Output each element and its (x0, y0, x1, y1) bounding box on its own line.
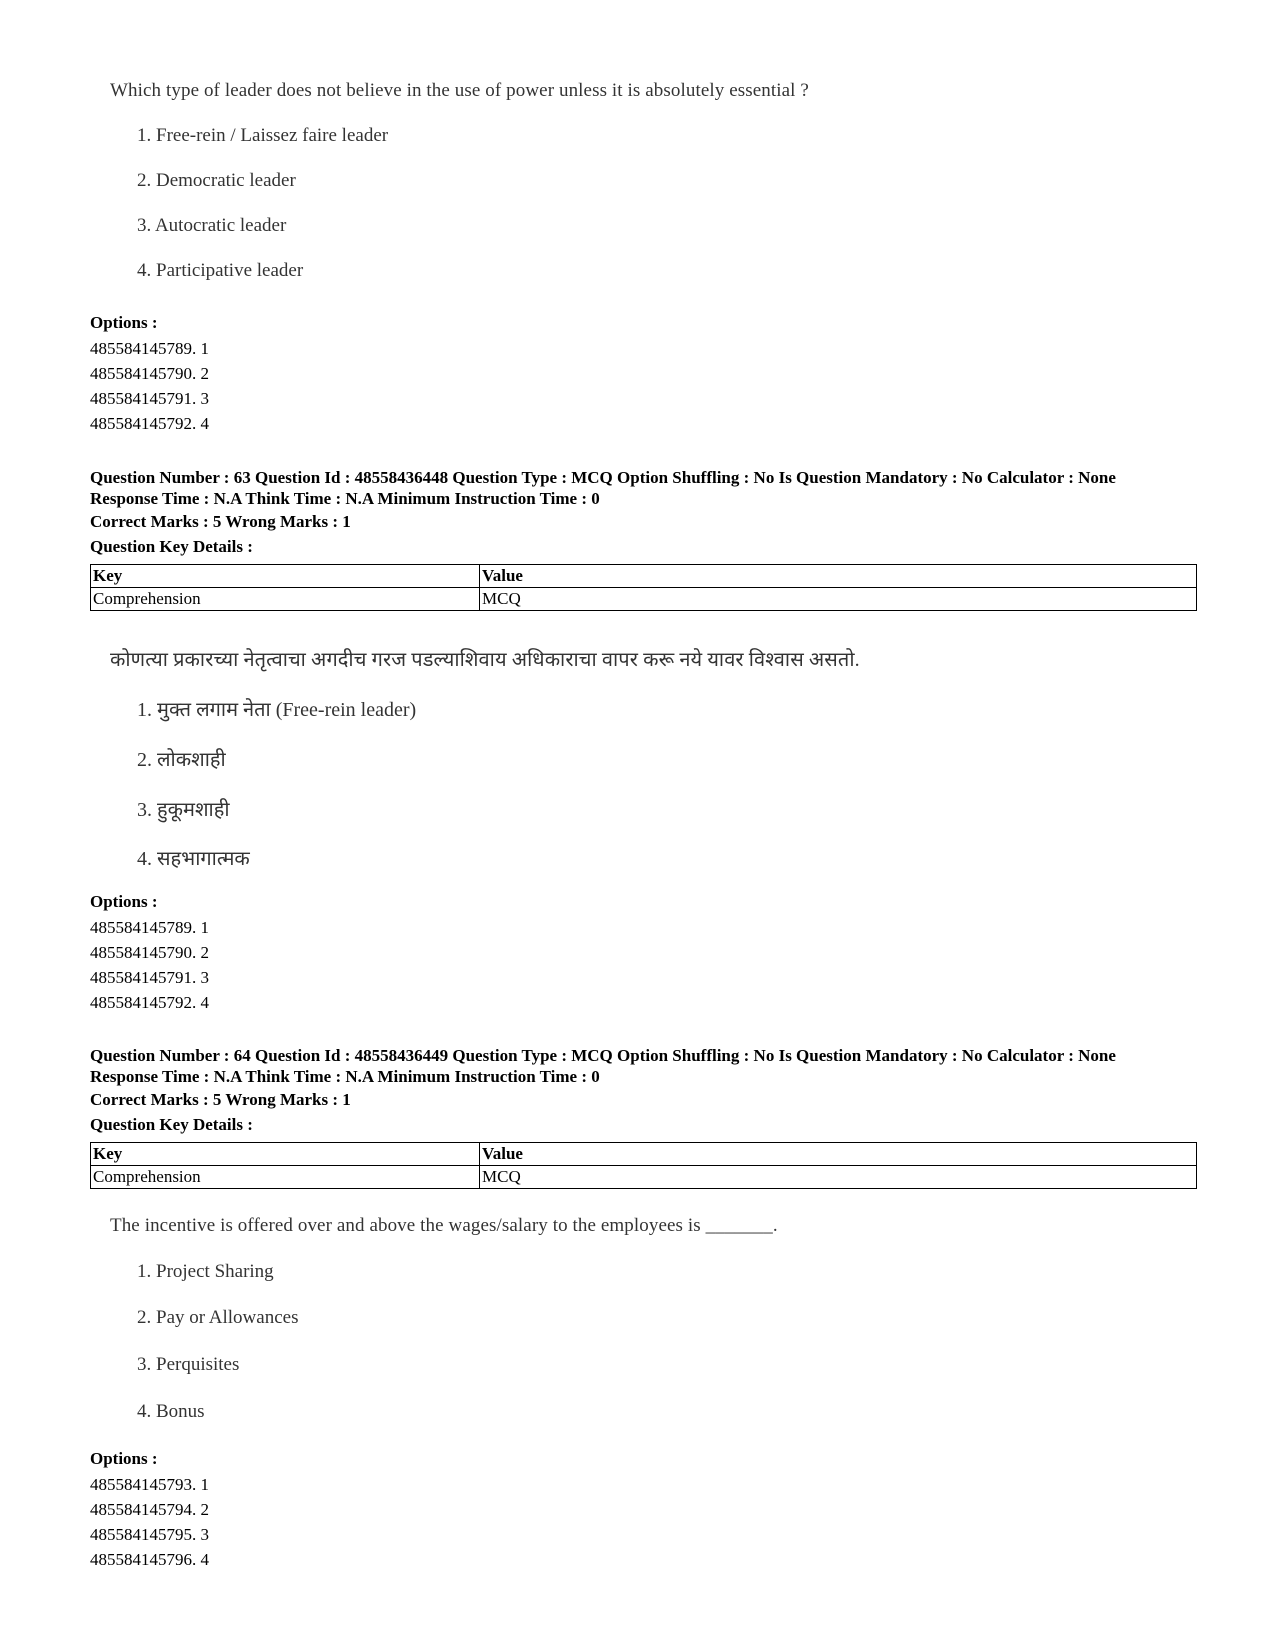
question-meta-line: Question Number : 64 Question Id : 48558436449 Question Type : MCQ Option Shuffling : No Is Question Mandatory : No Calculator : None (90, 1046, 1116, 1065)
option-item: 485584145792. 4 (90, 993, 209, 1012)
table-cell-key: Comprehension (91, 588, 480, 611)
options-list (90, 1472, 209, 1572)
question-header (90, 1045, 1116, 1087)
question-choice: 1. Project Sharing (137, 1261, 274, 1282)
question-choice: 4. सहभागात्मक (137, 848, 250, 870)
table-cell-key: Comprehension (91, 1166, 480, 1189)
option-item: 485584145789. 1 (90, 918, 209, 937)
options-list (90, 915, 209, 1015)
options-label: Options : (90, 1449, 158, 1468)
table-header-key: Key (91, 1143, 480, 1166)
options-label: Options : (90, 313, 158, 332)
option-item: 485584145796. 4 (90, 1550, 209, 1569)
question-meta-line: Response Time : N.A Think Time : N.A Minimum Instruction Time : 0 (90, 1067, 600, 1086)
key-details-label: Question Key Details : (90, 537, 253, 556)
table-header-value: Value (480, 1143, 1197, 1166)
table-header-key: Key (91, 565, 480, 588)
question-meta-line: Question Number : 63 Question Id : 48558436448 Question Type : MCQ Option Shuffling : No Is Question Mandatory : No Calculator : None (90, 468, 1116, 487)
option-item: 485584145792. 4 (90, 414, 209, 433)
table-row (91, 588, 1197, 611)
marks-line: Correct Marks : 5 Wrong Marks : 1 (90, 512, 351, 531)
key-details-label: Question Key Details : (90, 1115, 253, 1134)
option-item: 485584145790. 2 (90, 943, 209, 962)
option-item: 485584145793. 1 (90, 1475, 209, 1494)
table-cell-value: MCQ (480, 588, 1197, 611)
question-choice: 3. हुकूमशाही (137, 799, 230, 821)
question-choice: 3. Perquisites (137, 1354, 240, 1375)
option-item: 485584145794. 2 (90, 1500, 209, 1519)
marks-line: Correct Marks : 5 Wrong Marks : 1 (90, 1090, 351, 1109)
question-text: Which type of leader does not believe in the use of power unless it is absolutely essential ? (110, 80, 809, 101)
option-item: 485584145791. 3 (90, 389, 209, 408)
options-label: Options : (90, 892, 158, 911)
question-meta-line: Response Time : N.A Think Time : N.A Minimum Instruction Time : 0 (90, 489, 600, 508)
table-header-value: Value (480, 565, 1197, 588)
options-list (90, 336, 209, 436)
option-item: 485584145795. 3 (90, 1525, 209, 1544)
question-choice: 3. Autocratic leader (137, 215, 287, 236)
question-choice: 4. Participative leader (137, 260, 304, 281)
key-details-table (90, 564, 1197, 611)
table-header-row (91, 1143, 1197, 1166)
table-row (91, 1166, 1197, 1189)
option-item: 485584145791. 3 (90, 968, 209, 987)
option-item: 485584145790. 2 (90, 364, 209, 383)
question-choice: 2. Democratic leader (137, 170, 296, 191)
option-item: 485584145789. 1 (90, 339, 209, 358)
question-choice: 1. Free-rein / Laissez faire leader (137, 125, 389, 146)
question-text: The incentive is offered over and above the wages/salary to the employees is _______. (110, 1215, 778, 1236)
key-details-table (90, 1142, 1197, 1189)
question-choice: 2. लोकशाही (137, 749, 226, 771)
question-text: कोणत्या प्रकारच्या नेतृत्वाचा अगदीच गरज पडल्याशिवाय अधिकाराचा वापर करू नये यावर विश्वास असतो. (110, 649, 860, 671)
question-choice: 4. Bonus (137, 1401, 205, 1422)
question-header (90, 467, 1116, 509)
question-choice: 1. मुक्त लगाम नेता (Free-rein leader) (137, 699, 417, 721)
table-header-row (91, 565, 1197, 588)
table-cell-value: MCQ (480, 1166, 1197, 1189)
question-choice: 2. Pay or Allowances (137, 1307, 299, 1328)
